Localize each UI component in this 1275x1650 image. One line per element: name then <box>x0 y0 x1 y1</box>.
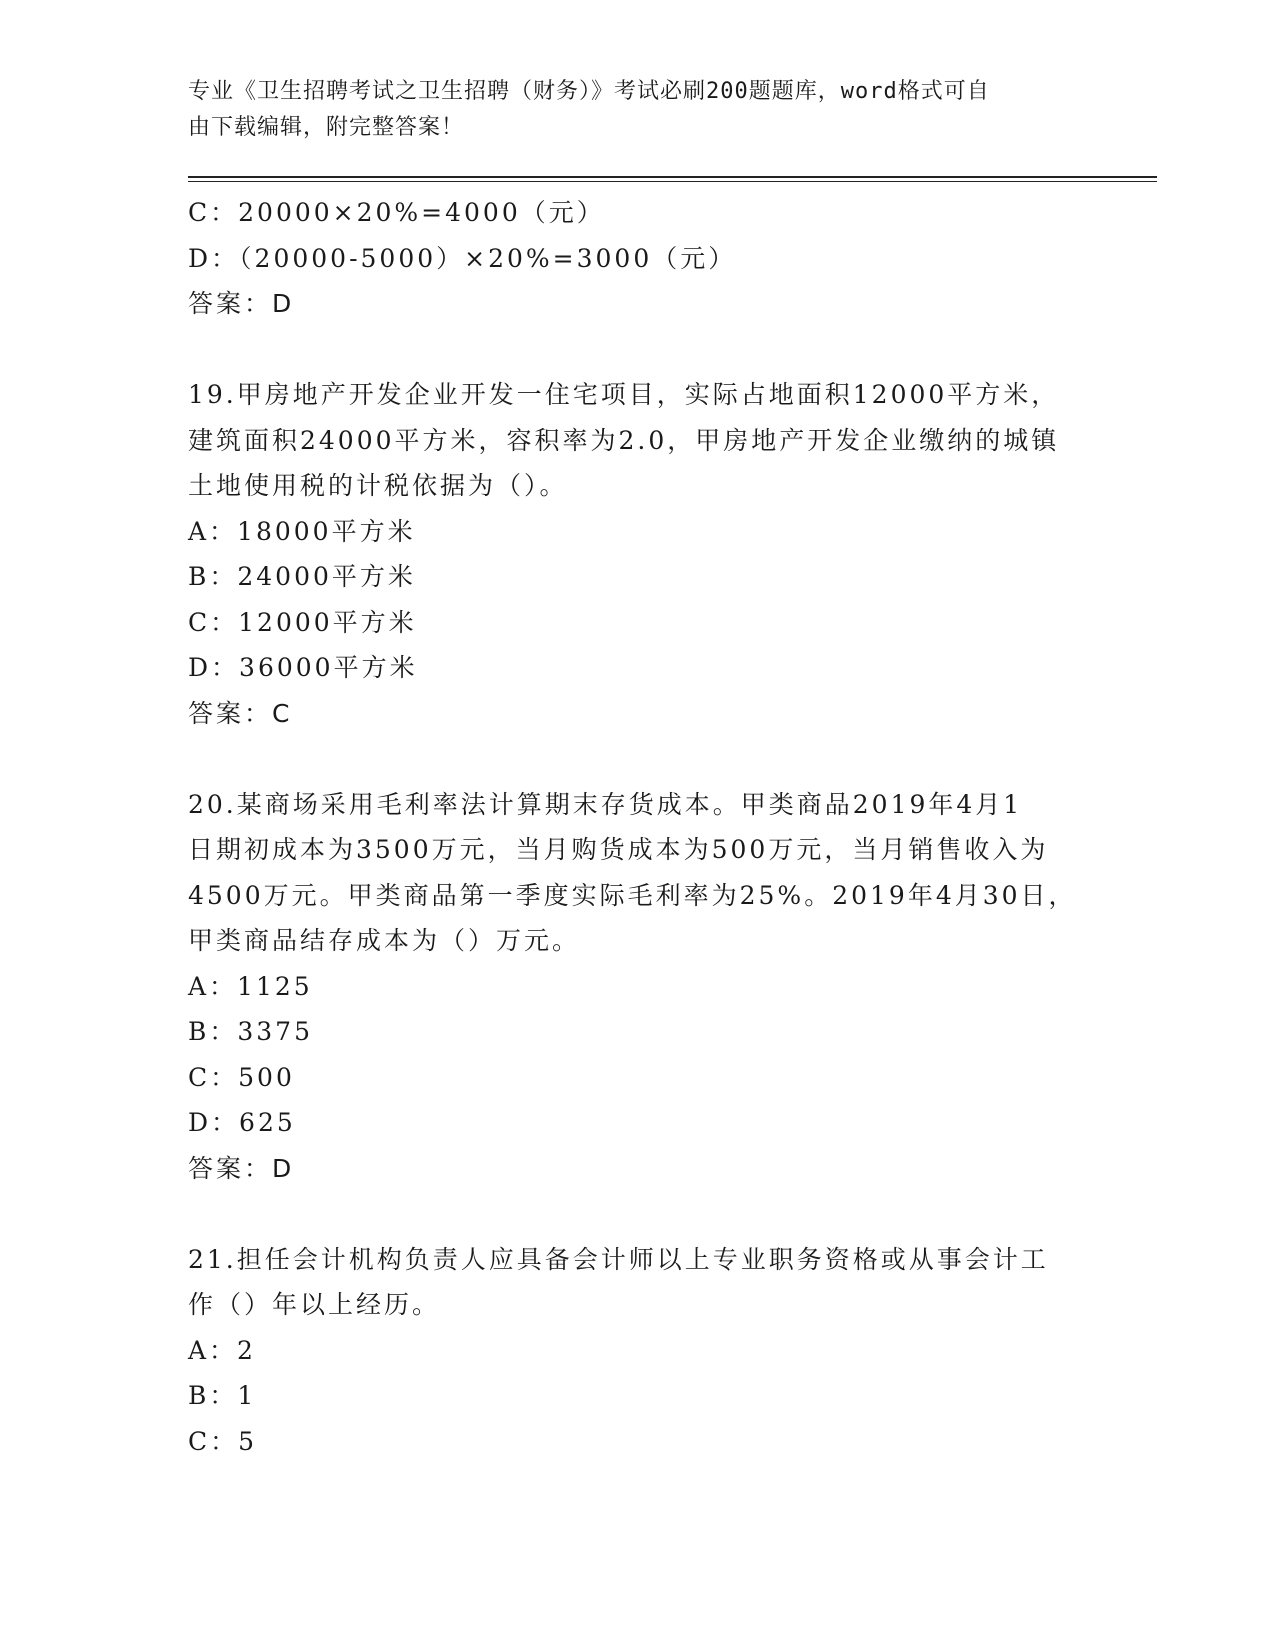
answer-line: 答案：D <box>188 289 295 318</box>
question-20 <box>188 782 1088 1192</box>
question-stem-line: 4500万元。甲类商品第一季度实际毛利率为25%。2019年4月30日， <box>188 880 1077 910</box>
question-stem-line: 土地使用税的计税依据为（）。 <box>188 471 568 500</box>
question-stem-line: 19.甲房地产开发企业开发一住宅项目，实际占地面积12000平方米， <box>188 380 1060 409</box>
option-a: A：1125 <box>188 971 313 1001</box>
question-stem-line: 20.某商场采用毛利率法计算期末存货成本。甲类商品2019年4月1 <box>188 789 1023 819</box>
question-stem-line: 作（）年以上经历。 <box>188 1290 441 1319</box>
option-b: B：24000平方米 <box>188 562 416 591</box>
option-d: D：（20000-5000）×20%=3000（元） <box>188 243 737 273</box>
option-d: D：625 <box>188 1108 296 1137</box>
header-divider-thick <box>188 176 1157 178</box>
header-line-2: 由下载编辑，附完整答案！ <box>188 115 465 140</box>
question-21 <box>188 1237 1088 1465</box>
question-19 <box>188 372 1088 736</box>
question-stem-line: 日期初成本为3500万元，当月购货成本为500万元，当月销售收入为 <box>188 835 1049 864</box>
document-content <box>188 190 1088 1464</box>
option-d: D：36000平方米 <box>188 653 418 682</box>
header-divider-thin <box>188 181 1157 182</box>
document-header <box>188 74 1068 146</box>
option-c: C：20000×20%=4000（元） <box>188 198 605 227</box>
option-c: C：12000平方米 <box>188 607 417 637</box>
option-c: C：500 <box>188 1062 295 1092</box>
option-b: B：3375 <box>188 1017 313 1046</box>
question-stem-line: 21.担任会计机构负责人应具备会计师以上专业职务资格或从事会计工 <box>188 1244 1049 1274</box>
answer-line: 答案：D <box>188 1153 295 1183</box>
header-line-1: 专业《卫生招聘考试之卫生招聘（财务）》考试必刷200题题库，word格式可自 <box>188 79 990 104</box>
option-a: A：18000平方米 <box>188 516 416 546</box>
question-stem-line: 甲类商品结存成本为（）万元。 <box>188 926 581 955</box>
option-a: A：2 <box>188 1335 256 1365</box>
question-stem-line: 建筑面积24000平方米，容积率为2.0，甲房地产开发企业缴纳的城镇 <box>188 425 1060 455</box>
question-18-tail <box>188 190 1088 327</box>
option-c: C：5 <box>188 1426 258 1456</box>
option-b: B：1 <box>188 1381 257 1410</box>
answer-line: 答案：C <box>188 698 293 728</box>
